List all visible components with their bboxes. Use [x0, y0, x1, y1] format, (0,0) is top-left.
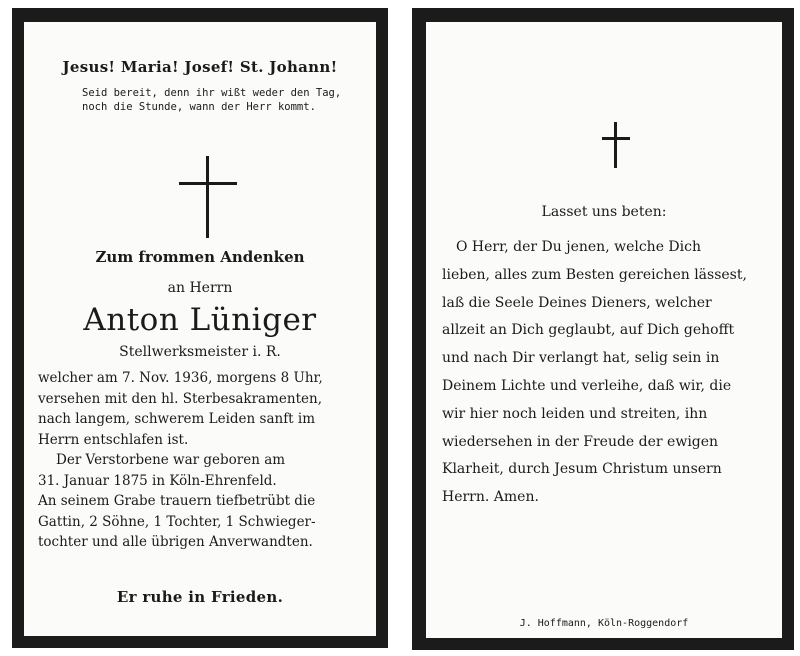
memorial-card-back: [412, 8, 794, 650]
prayer-line: Deinem Lichte und verleihe, daß wir, die: [442, 377, 732, 394]
prayer-heading: Lasset uns beten:: [541, 204, 667, 220]
card-back-panel: [426, 22, 782, 638]
motto-line: Seid bereit, denn ihr wißt weder den Tag,: [82, 87, 342, 99]
prayer-line: wir hier noch leiden und streiten, ihn: [442, 405, 708, 422]
obituary-line: Herrn entschlafen ist.: [38, 431, 189, 448]
prayer-line: Klarheit, durch Jesum Christum unsern: [442, 461, 722, 478]
prayer-line: O Herr, der Du jenen, welche Dich: [456, 239, 701, 255]
deceased-occupation: Stellwerksmeister i. R.: [119, 344, 281, 360]
memorial-card-front: [12, 8, 388, 648]
obituary-line: Der Verstorbene war geboren am: [56, 452, 286, 468]
obituary-line: nach langem, schwerem Leiden sanft im: [38, 411, 316, 427]
printer-imprint: J. Hoffmann, Köln-Roggendorf: [519, 618, 689, 629]
bible-motto: [82, 86, 358, 114]
obituary-text: [38, 368, 362, 553]
obituary-line: versehen mit den hl. Sterbesakramenten,: [38, 390, 322, 407]
obituary-line: welcher am 7. Nov. 1936, morgens 8 Uhr,: [38, 370, 323, 386]
honorific: an Herrn: [167, 280, 233, 296]
cross-icon: [179, 156, 237, 238]
obituary-line: Gattin, 2 Söhne, 1 Tochter, 1 Schwieger-: [38, 513, 316, 530]
invocation-heading: Jesus! Maria! Josef! St. Johann!: [62, 58, 338, 76]
card-front-panel: [24, 22, 376, 636]
prayer-line: allzeit an Dich geglaubt, auf Dich gehofft: [442, 322, 735, 339]
deceased-name: Anton Lüniger: [83, 302, 317, 338]
obituary-line: 31. Januar 1875 in Köln-Ehrenfeld.: [38, 472, 277, 489]
prayer-line: laß die Seele Deines Dieners, welcher: [442, 294, 712, 311]
prayer-text: [442, 234, 766, 512]
motto-line: noch die Stunde, wann der Herr kommt.: [82, 101, 316, 113]
prayer-line: wiedersehen in der Freude der ewigen: [442, 433, 719, 450]
obituary-line: An seinem Grabe trauern tiefbetrübt die: [38, 493, 316, 509]
prayer-line: lieben, alles zum Besten gereichen lässest,: [442, 266, 747, 283]
memoriam-heading: Zum frommen Andenken: [95, 248, 305, 266]
prayer-line: Herrn. Amen.: [442, 489, 539, 506]
obituary-line: tochter und alle übrigen Anverwandten.: [38, 534, 313, 550]
prayer-line: und nach Dir verlangt hat, selig sein in: [442, 350, 720, 367]
cross-icon: [602, 122, 630, 168]
closing-blessing: Er ruhe in Frieden.: [116, 588, 284, 606]
